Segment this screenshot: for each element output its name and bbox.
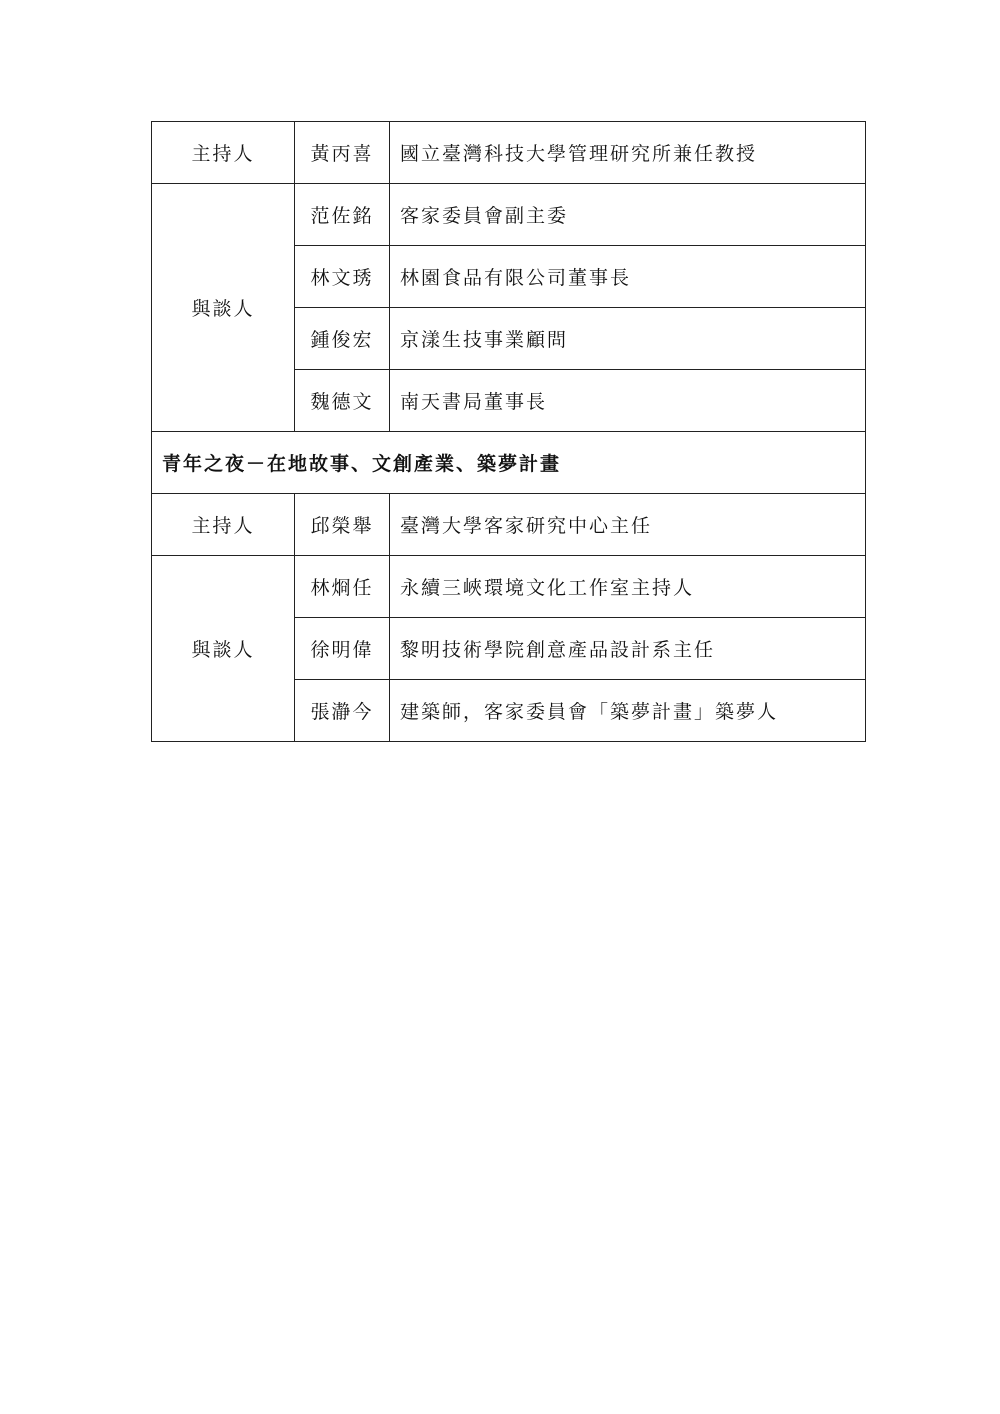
panelist-name: 張瀞今 — [295, 680, 390, 742]
panelist-title: 林園食品有限公司董事長 — [390, 246, 866, 308]
host-name: 黃丙喜 — [295, 122, 390, 184]
panelist-name: 林烱任 — [295, 556, 390, 618]
panelist-title: 京漾生技事業顧問 — [390, 308, 866, 370]
table-row — [152, 556, 866, 618]
host-title: 國立臺灣科技大學管理研究所兼任教授 — [390, 122, 866, 184]
host-role-label: 主持人 — [152, 494, 295, 556]
panelist-title: 客家委員會副主委 — [390, 184, 866, 246]
panelist-title: 建築師，客家委員會「築夢計畫」築夢人 — [390, 680, 866, 742]
panelist-role-label: 與談人 — [152, 184, 295, 432]
host-title: 臺灣大學客家研究中心主任 — [390, 494, 866, 556]
panelist-name: 林文琇 — [295, 246, 390, 308]
table-row — [152, 122, 866, 184]
host-name: 邱榮舉 — [295, 494, 390, 556]
table-row — [152, 432, 866, 494]
host-role-label: 主持人 — [152, 122, 295, 184]
session-heading: 青年之夜－在地故事、文創產業、築夢計畫 — [152, 432, 866, 494]
panelist-name: 范佐銘 — [295, 184, 390, 246]
panelist-name: 魏德文 — [295, 370, 390, 432]
table-row — [152, 184, 866, 246]
panelist-title: 黎明技術學院創意產品設計系主任 — [390, 618, 866, 680]
panelist-name: 徐明偉 — [295, 618, 390, 680]
panelist-name: 鍾俊宏 — [295, 308, 390, 370]
panelist-title: 永續三峽環境文化工作室主持人 — [390, 556, 866, 618]
panelist-role-label: 與談人 — [152, 556, 295, 742]
panelist-title: 南天書局董事長 — [390, 370, 866, 432]
table-row — [152, 494, 866, 556]
forum-schedule-table — [151, 121, 866, 742]
